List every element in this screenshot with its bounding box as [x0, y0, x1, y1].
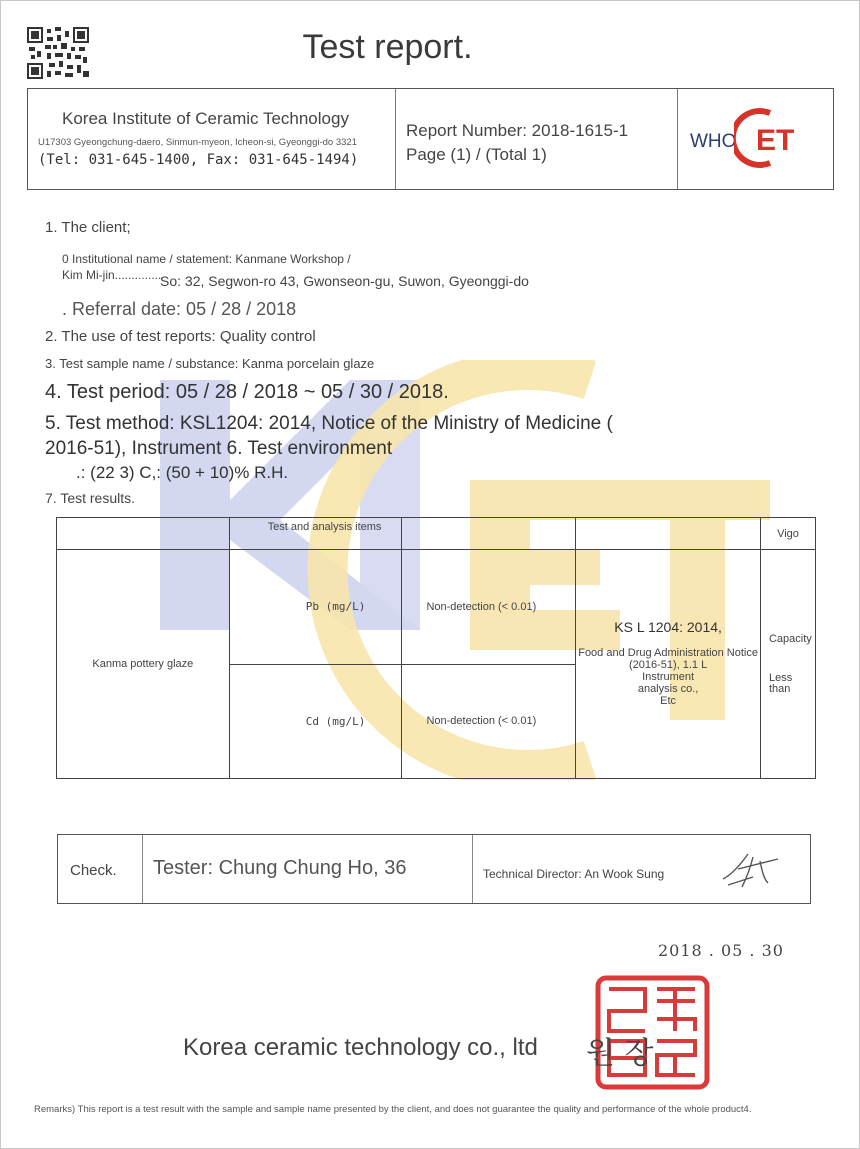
tester-name: Tester: Chung Chung Ho, 36	[143, 835, 473, 903]
criteria-capacity: Capacity	[768, 632, 812, 645]
item-cd: Cd (mg/L)	[229, 664, 402, 779]
page-info: Page (1) / (Total 1)	[406, 145, 547, 164]
method-analysis: analysis co.,	[637, 683, 699, 695]
client-line1: 0 Institutional name / statement: Kanmane Workshop /	[62, 252, 351, 266]
institute-address: U17303 Gyeongchung-daero, Sinmun-myeon, Icheon-si, Gyeonggi-do 3321	[38, 137, 357, 148]
test-period: 4. Test period: 05 / 28 / 2018 ~ 05 / 30 / 2018.	[45, 381, 449, 403]
report-date: 2018 . 05 . 30	[658, 941, 784, 960]
client-address: So: 32, Segwon-ro 43, Gwonseon-gu, Suwon, Gyeonggi-do	[160, 273, 529, 289]
institute-name: Korea Institute of Ceramic Technology	[62, 109, 349, 128]
institute-info	[28, 89, 396, 189]
test-method-line1: 5. Test method: KSL1204: 2014, Notice of the Ministry of Medicine (	[45, 413, 613, 434]
item-pb: Pb (mg/L)	[229, 550, 402, 665]
header-items: Test and analysis items	[229, 518, 402, 550]
header-cell-blank	[57, 518, 230, 550]
korean-title: 원 장	[586, 1036, 654, 1071]
header-vigo: Vigo	[760, 518, 815, 550]
remarks: Remarks) This report is a test result with the sample and sample name presented by the client, and does not guarantee the quality and performance of the whole product4.	[34, 1104, 752, 1115]
test-method-line2: 2016-51), Instrument 6. Test environment	[45, 438, 393, 459]
logo-cell	[678, 89, 833, 189]
client-heading: 1. The client;	[45, 219, 131, 236]
report-info	[396, 89, 678, 189]
sample-name-cell: Kanma pottery glaze	[57, 550, 230, 779]
company-name: Korea ceramic technology co., ltd	[183, 1034, 538, 1061]
referral-date: . Referral date: 05 / 28 / 2018	[62, 299, 297, 319]
logo-who-text: WHO	[690, 131, 737, 152]
institute-tel: (Tel: 031-645-1400, Fax: 031-645-1494)	[38, 152, 359, 168]
table-header-row	[57, 518, 816, 550]
kicet-logo-icon	[734, 105, 830, 171]
result-pb: Non-detection (< 0.01)	[402, 550, 576, 665]
header-cell-result	[402, 518, 576, 550]
page-title: Test report.	[302, 28, 473, 66]
test-environment: .: (22 3) C,: (50 + 10)% R.H.	[76, 463, 289, 482]
header-cell-method	[576, 518, 761, 550]
results-table	[56, 517, 816, 779]
technical-director: Technical Director: An Wook Sung	[483, 867, 665, 881]
criteria-less: Less	[768, 671, 793, 684]
criteria-cell	[760, 550, 815, 779]
test-sample: 3. Test sample name / substance: Kanma porcelain glaze	[45, 356, 375, 371]
client-line2: Kim Mi-jin..............	[62, 268, 162, 282]
report-number: Report Number: 2018-1615-1	[406, 121, 629, 140]
table-row	[57, 550, 816, 665]
method-cell	[576, 550, 761, 779]
criteria-than: than	[768, 682, 791, 695]
check-label: Check.	[58, 835, 143, 903]
header-box	[27, 88, 834, 190]
director-cell	[473, 835, 810, 903]
signature-icon	[718, 849, 788, 889]
use-of-report: 2. The use of test reports: Quality control	[45, 328, 316, 345]
method-main: KS L 1204: 2014,	[614, 619, 722, 635]
results-heading: 7. Test results.	[45, 490, 136, 506]
method-notice: Food and Drug Administration Notice (2016-51), 1.1 L	[578, 647, 758, 671]
method-instrument: Instrument	[642, 671, 695, 683]
check-box	[57, 834, 811, 904]
logo-letters: ET	[756, 124, 795, 157]
method-etc: Etc	[660, 695, 677, 707]
result-cd: Non-detection (< 0.01)	[402, 664, 576, 779]
